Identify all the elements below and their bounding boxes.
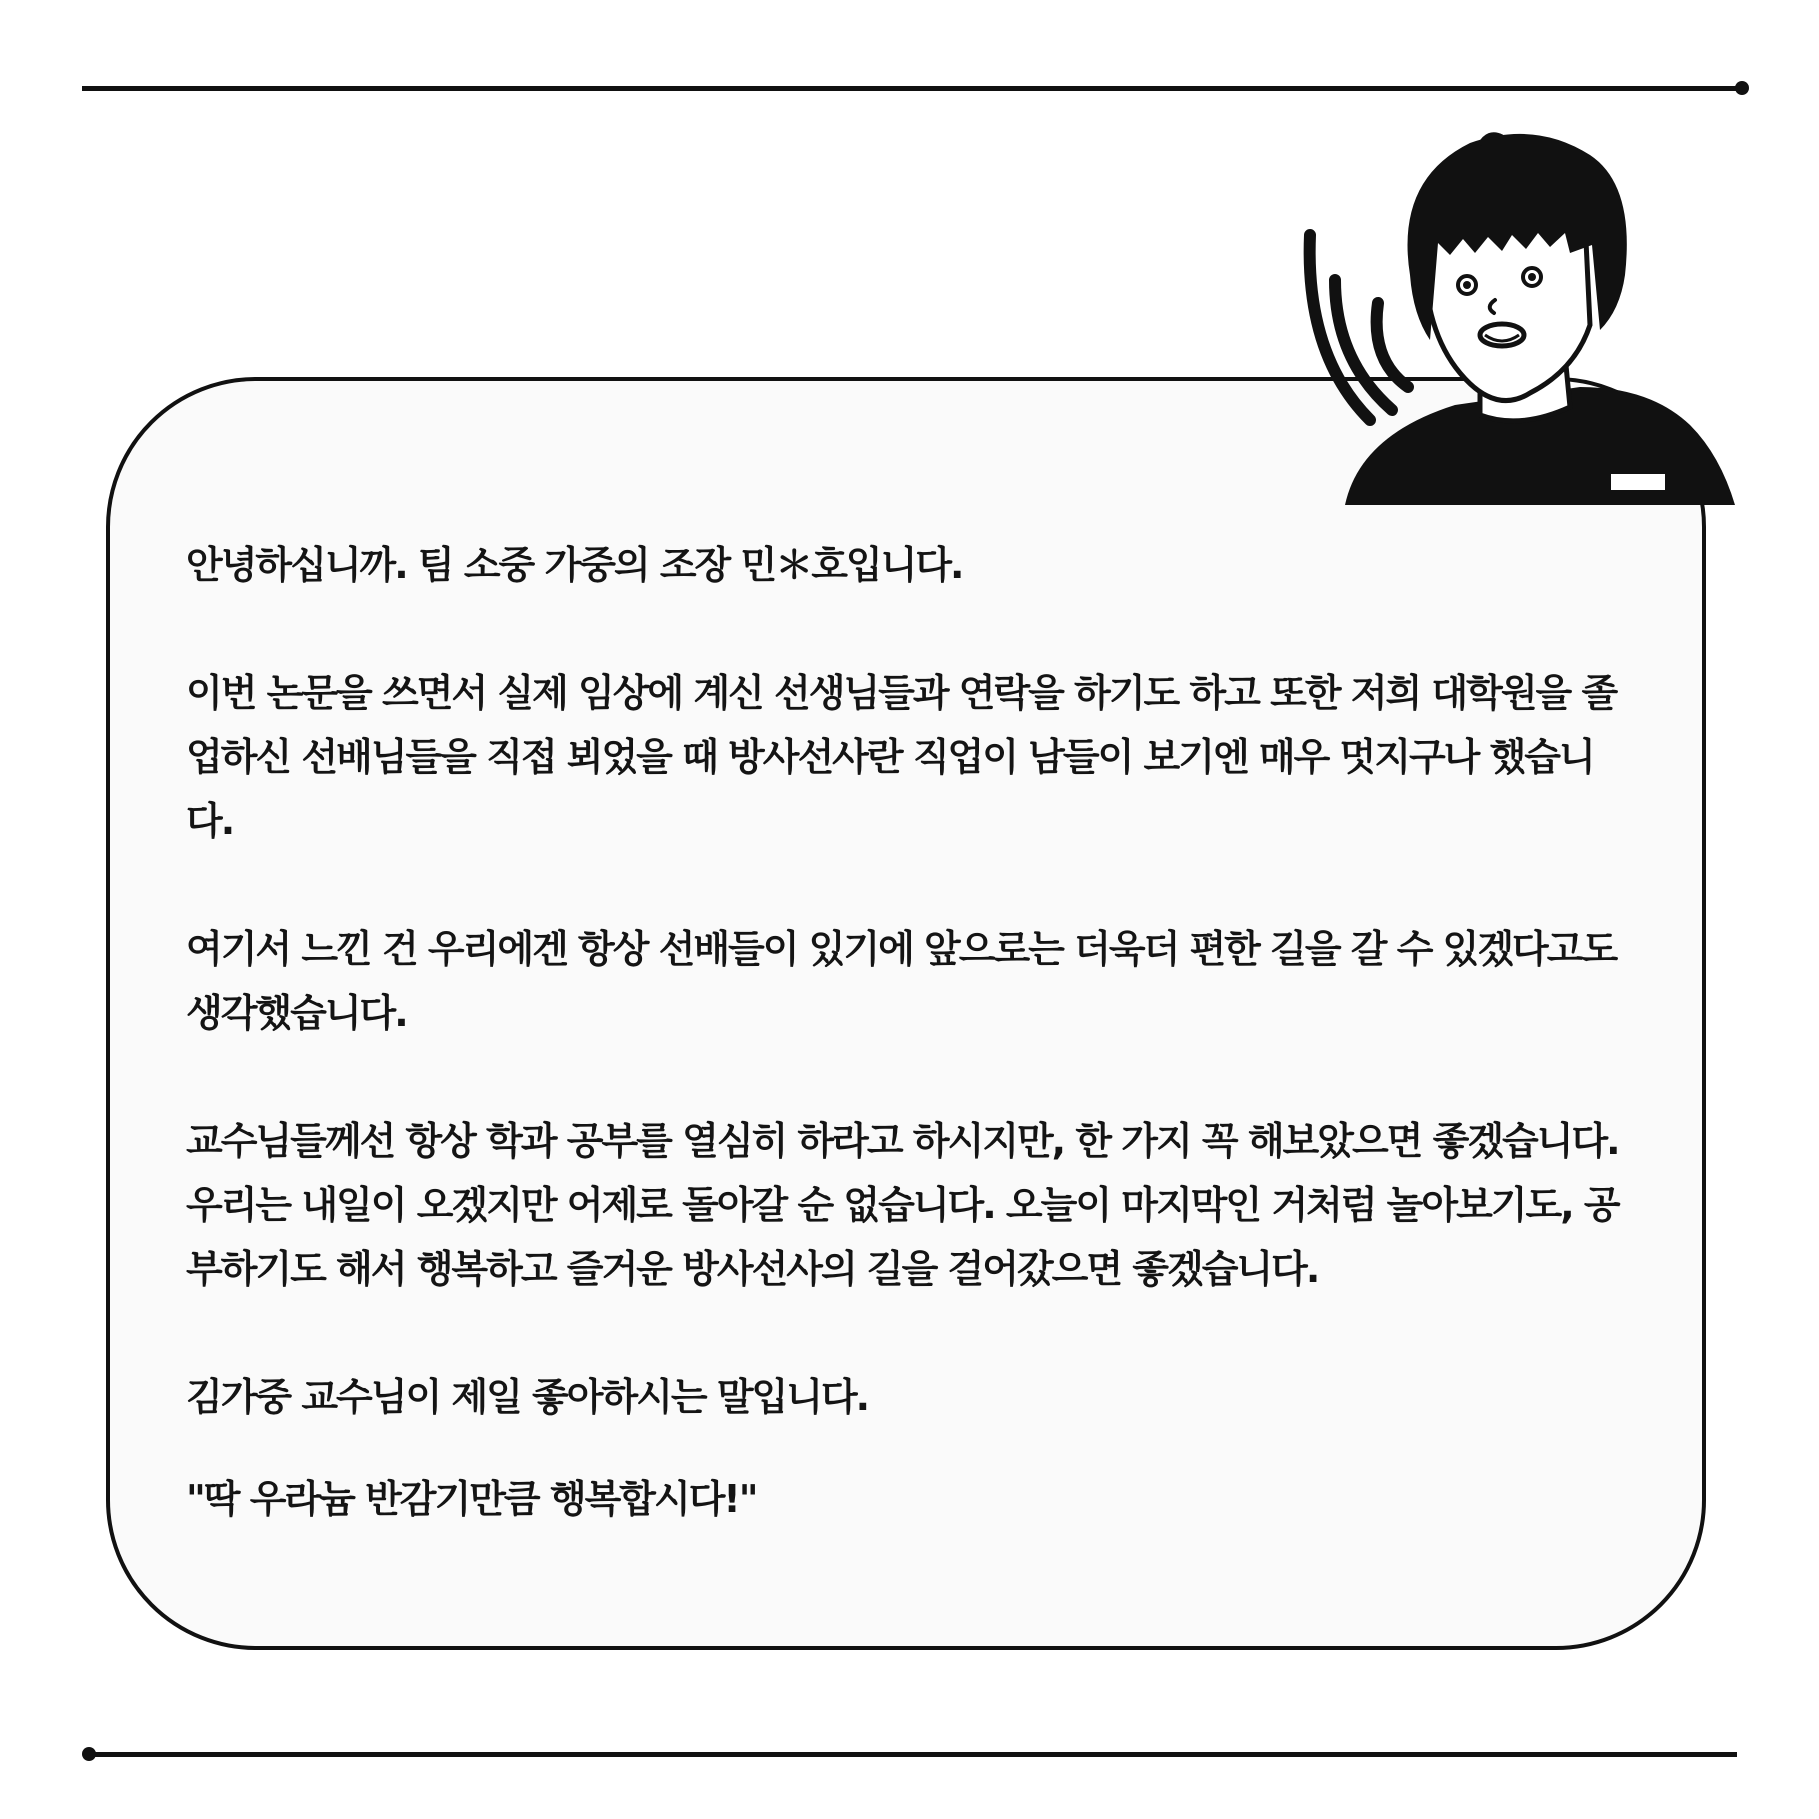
paragraph-3-text: 여기서 느낀 건 우리에겐 항상 선배들이 있기에 앞으로는 더욱더 편한 길을 갈 수 있겠다고도 생각했습니다.: [186, 927, 1617, 1035]
card-text: [186, 533, 1636, 1569]
speech-card: [106, 377, 1706, 1650]
closing-line-text: 김가중 교수님이 제일 좋아하시는 말입니다.: [186, 1375, 869, 1419]
top-divider-line: [82, 86, 1742, 91]
top-divider-dot: [1735, 81, 1749, 95]
bottom-divider-dot: [82, 1747, 96, 1761]
shirt-pocket: [1610, 473, 1666, 491]
clinical-experience-paragraph: [186, 661, 1636, 853]
sound-wave-inner-icon: [1377, 303, 1408, 387]
bottom-divider-line: [89, 1752, 1737, 1757]
advice-paragraph: [186, 1109, 1636, 1301]
closing-paragraph: [186, 1365, 1636, 1531]
paragraph-2-text: 이번 논문을 쓰면서 실제 임상에 계신 선생님들과 연락을 하기도 하고 또한 저희 대학원을 졸업하신 선배님들을 직접 뵈었을 때 방사선사란 직업이 남들이 보기엔 매우 멋지구나 했습니다.: [186, 671, 1617, 843]
seniors-paragraph: [186, 917, 1636, 1045]
paragraph-4b-text: 우리는 내일이 오겠지만 어제로 돌아갈 순 없습니다. 오늘이 마지막인 거처럼 놀아보기도, 공부하기도 해서 행복하고 즐거운 방사선사의 길을 걸어갔으면 좋겠습니다.: [186, 1183, 1619, 1291]
quote-text: "딱 우라늄 반감기만큼 행복합시다!": [186, 1477, 757, 1521]
paragraph-4a-text: 교수님들께선 항상 학과 공부를 열심히 하라고 하시지만, 한 가지 꼭 해보았으면 좋겠습니다.: [186, 1119, 1619, 1163]
speaking-person-illustration: [1280, 125, 1750, 515]
greeting-paragraph: [186, 533, 1636, 597]
greeting-text: 안녕하십니까. 팀 소중 가중의 조장 민＊호입니다.: [186, 543, 963, 587]
